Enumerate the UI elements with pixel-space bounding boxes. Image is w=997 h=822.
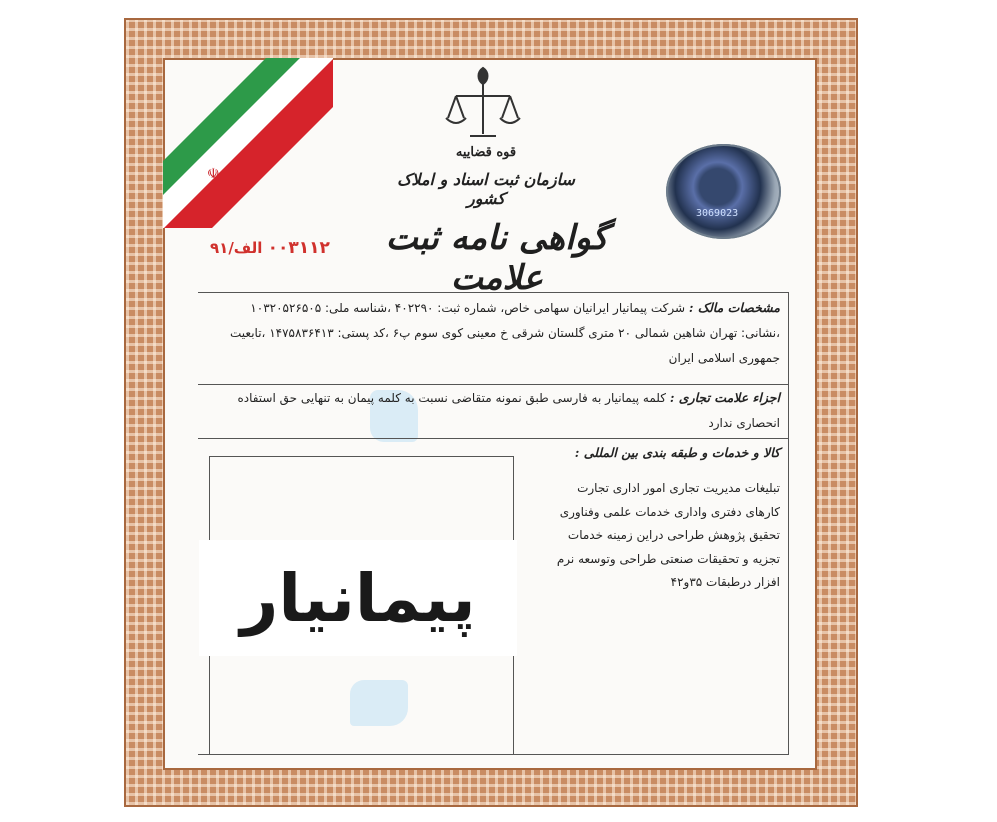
judiciary-label: قوه قضاییه [455, 145, 517, 160]
trademark-logo-text: پیمانیار [240, 559, 476, 637]
flag-emblem-icon: ☫ [207, 166, 220, 182]
iran-flag-corner [163, 58, 333, 228]
hologram-number: 3069023 [696, 208, 739, 219]
serial-prefix: الف/۹۱ [210, 239, 263, 257]
registry-org-name: سازمان ثبت اسناد و املاک کشور [397, 170, 575, 208]
certificate-title: گواهی نامه ثبت علامت [385, 218, 609, 298]
hologram-seal [666, 144, 781, 239]
goods-item: افزار درطبقات ۳۵و۴۲ [670, 575, 780, 589]
scales-of-justice-icon [438, 62, 528, 152]
goods-item: تحقیق پژوهش طراحی دراین زمینه خدمات [567, 528, 780, 542]
serial-number [210, 238, 336, 258]
goods-item: تجزیه و تحقیقات صنعتی طراحی وتوسعه نرم [556, 551, 780, 566]
trademark-parts-label: اجزاء علامت تجاری : [669, 390, 780, 405]
owner-section [198, 292, 789, 385]
owner-label: مشخصات مالک : [688, 300, 780, 315]
goods-label: کالا و خدمات و طبقه بندی بین المللی : [574, 445, 780, 460]
trademark-parts-text: کلمه پیمانیار به فارسی طبق نمونه متقاضی نسبت به کلمه پیمان به تنهایی حق استفاده انحصاری ندارد [237, 391, 780, 430]
issuing-organization [386, 145, 586, 208]
trademark-parts-section [198, 384, 789, 439]
trademark-logo [199, 540, 517, 656]
goods-item: تبلیغات مدیریت تجاری امور اداری تجارت [577, 481, 780, 495]
serial-number-value: ۰۰۳۱۱۲ [267, 238, 330, 258]
goods-item: کارهای دفتری واداری خدمات علمی وفناوری [559, 504, 780, 519]
goods-list [550, 477, 780, 595]
owner-details: شرکت پیمانیار ایرانیان سهامی خاص، شماره ثبت: ۴۰۲۲۹۰ ،شناسه ملی: ۱۰۳۲۰۵۲۶۵۰۵ ،نشانی: تهران شاهین شمالی ۲۰ متری گلستان شرقی خ معینی کوی سوم پ۶ ،کد پستی: ۱۴۷۵۸۳۶۴۱۳ ،تابعیت جمهوری اسلامی ایران [230, 301, 780, 365]
